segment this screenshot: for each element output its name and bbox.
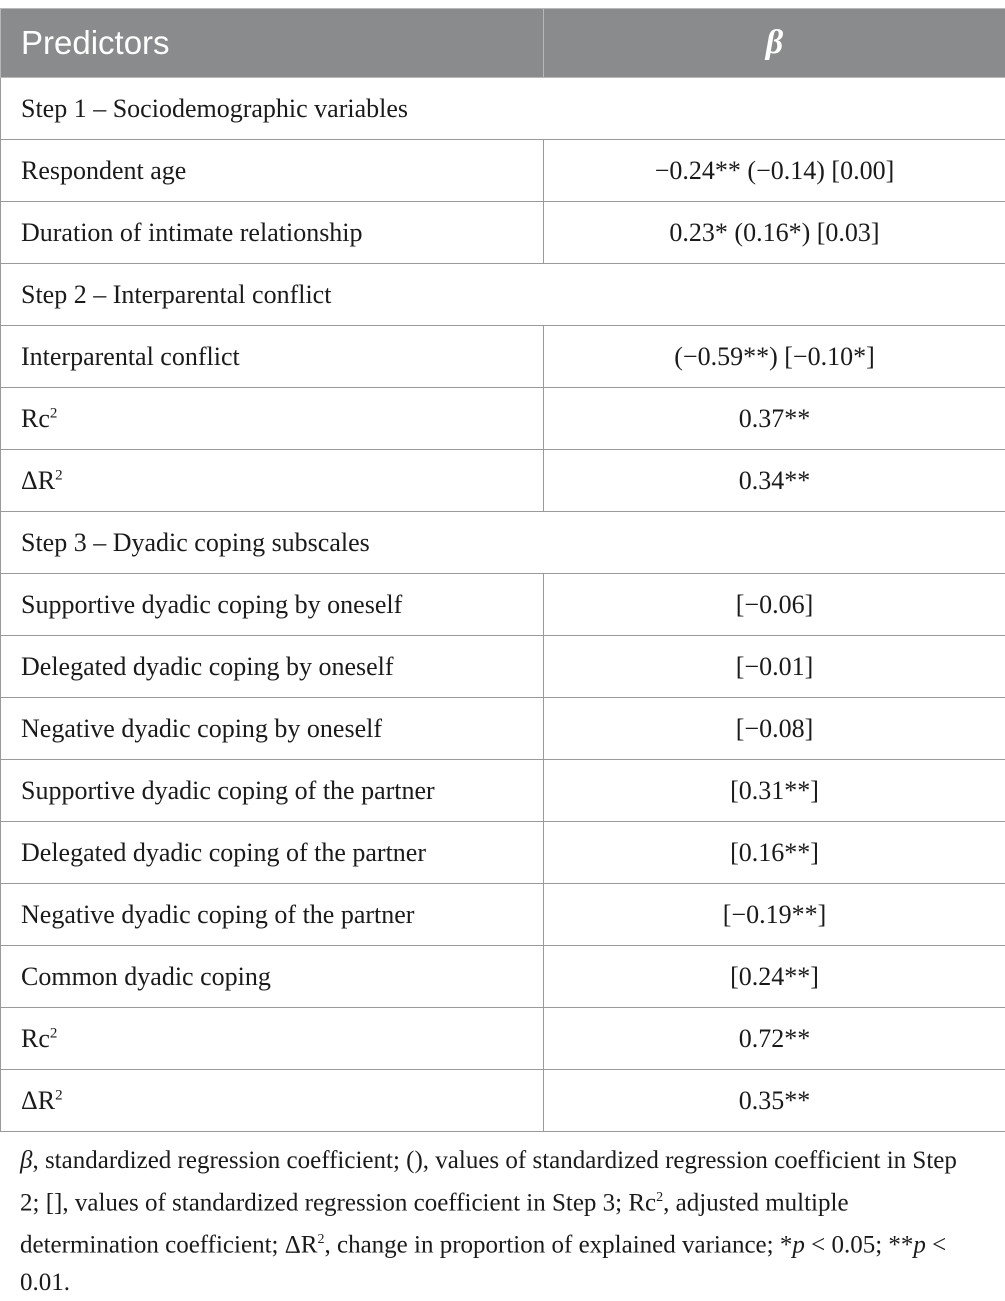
predictor-label: Negative dyadic coping of the partner xyxy=(1,884,544,946)
predictor-label xyxy=(1,388,544,450)
header-beta: β xyxy=(544,9,1005,78)
footnote-p-symbol: p xyxy=(913,1231,926,1259)
label-superscript: 2 xyxy=(55,466,63,483)
footnote-text: < 0.01. xyxy=(20,1231,947,1296)
section-label: Step 3 – Dyadic coping subscales xyxy=(1,512,1005,574)
beta-value: [−0.19**] xyxy=(544,884,1005,946)
predictor-label: Common dyadic coping xyxy=(1,946,544,1008)
table-row xyxy=(1,760,1005,822)
header-predictors: Predictors xyxy=(1,9,544,78)
label-main: Rc xyxy=(21,403,50,433)
table-row xyxy=(1,884,1005,946)
beta-value: [0.16**] xyxy=(544,822,1005,884)
label-superscript: 2 xyxy=(49,404,58,421)
label-main: ΔR xyxy=(21,1085,56,1115)
beta-value: [0.24**] xyxy=(544,946,1005,1008)
predictor-label: Supportive dyadic coping by oneself xyxy=(1,574,544,636)
label-superscript: 2 xyxy=(49,1024,58,1041)
beta-value: 0.37** xyxy=(544,388,1005,450)
predictor-label: Supportive dyadic coping of the partner xyxy=(1,760,544,822)
table-row xyxy=(1,946,1005,1008)
footnote-p-symbol: p xyxy=(792,1231,805,1259)
beta-value: −0.24** (−0.14) [0.00] xyxy=(544,140,1005,202)
predictor-label xyxy=(1,450,544,512)
predictor-label: Delegated dyadic coping of the partner xyxy=(1,822,544,884)
footnote-superscript: 2 xyxy=(317,1232,325,1248)
footnote-text: , adjusted multiple determination coefficient; ΔR xyxy=(20,1189,849,1259)
footnote-text: , standardized regression coefficient; (), values of standardized regression coefficient in Step 2; [], values of standardized regression coefficient in Step 3; Rc xyxy=(20,1147,957,1217)
beta-value: 0.34** xyxy=(544,450,1005,512)
table-row xyxy=(1,388,1005,450)
section-label: Step 2 – Interparental conflict xyxy=(1,264,1005,326)
label-main: ΔR xyxy=(21,465,56,495)
footnote-text: , change in proportion of explained variance; * xyxy=(324,1231,793,1259)
table-row xyxy=(1,1008,1005,1070)
table-row xyxy=(1,822,1005,884)
predictor-label: Negative dyadic coping by oneself xyxy=(1,698,544,760)
footnote-superscript: 2 xyxy=(656,1190,664,1205)
table-row xyxy=(1,326,1005,388)
table-row xyxy=(1,1070,1005,1132)
header-row xyxy=(1,9,1005,78)
table-row xyxy=(1,574,1005,636)
beta-value: 0.72** xyxy=(544,1008,1005,1070)
footnote-text: < 0.05; ** xyxy=(804,1231,914,1259)
beta-value: [−0.08] xyxy=(544,698,1005,760)
label-main: Rc xyxy=(21,1023,50,1053)
regression-table xyxy=(0,8,1005,1132)
beta-value: (−0.59**) [−0.10*] xyxy=(544,326,1005,388)
predictor-label: Delegated dyadic coping by oneself xyxy=(1,636,544,698)
beta-value: [−0.01] xyxy=(544,636,1005,698)
regression-table-container xyxy=(0,8,1005,1132)
table-row xyxy=(1,140,1005,202)
footnote-beta-symbol: β xyxy=(20,1147,33,1174)
predictor-label: Duration of intimate relationship xyxy=(1,202,544,264)
beta-value: 0.23* (0.16*) [0.03] xyxy=(544,202,1005,264)
beta-value: [−0.06] xyxy=(544,574,1005,636)
predictor-label xyxy=(1,1008,544,1070)
section-row xyxy=(1,512,1005,574)
table-footnote xyxy=(20,1142,980,1301)
beta-value: 0.35** xyxy=(544,1070,1005,1132)
section-row xyxy=(1,264,1005,326)
table-row xyxy=(1,202,1005,264)
table-row xyxy=(1,450,1005,512)
predictor-label: Interparental conflict xyxy=(1,326,544,388)
label-superscript: 2 xyxy=(55,1086,63,1103)
predictor-label xyxy=(1,1070,544,1132)
table-row xyxy=(1,636,1005,698)
section-row xyxy=(1,78,1005,140)
beta-value: [0.31**] xyxy=(544,760,1005,822)
predictor-label: Respondent age xyxy=(1,140,544,202)
section-label: Step 1 – Sociodemographic variables xyxy=(1,78,1005,140)
table-row xyxy=(1,698,1005,760)
